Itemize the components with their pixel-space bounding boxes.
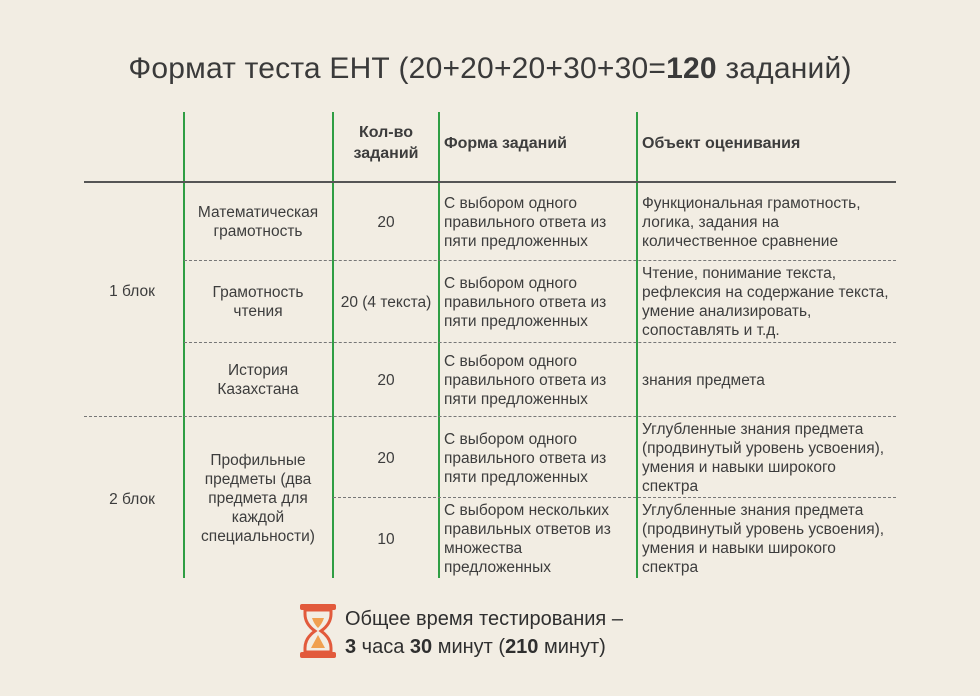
header-count: Кол-во заданий: [353, 124, 419, 162]
row-separator: [184, 342, 896, 343]
page-title: Формат теста ЕНТ (20+20+20+30+30=120 заданий): [128, 52, 852, 85]
subject-reading: Грамотность чтения: [212, 284, 304, 320]
form-profile-a: С выбором одного правильного ответа из пяти предложенных: [444, 430, 607, 486]
header-form: Форма заданий: [444, 134, 567, 152]
object-history: знания предмета: [642, 371, 765, 389]
object-profile-b: Углубленные знания предмета (продвинутый уровень усвоения), умения и навыки широкого спектра: [642, 502, 885, 576]
object-math: Функциональная грамотность, логика, задания на количественное сравнение: [642, 194, 861, 250]
count-profile-a: 20: [377, 449, 395, 467]
count-math: 20: [377, 213, 395, 231]
hourglass-icon: [298, 602, 338, 660]
testing-time: [345, 605, 623, 661]
form-profile-b: С выбором нескольких правильных ответов из множества предложенных: [444, 502, 611, 576]
subject-profile: Профильные предметы (два предмета для каждой специальности): [201, 451, 315, 545]
subject-history: История Казахстана: [217, 362, 299, 398]
count-profile-b: 10: [377, 530, 395, 548]
block-separator: [84, 416, 896, 417]
object-profile-a: Углубленные знания предмета (продвинутый уровень усвоения), умения и навыки широкого спектра: [642, 421, 885, 495]
form-reading: С выбором одного правильного ответа из пяти предложенных: [444, 274, 607, 330]
header-object: Объект оценивания: [642, 134, 801, 152]
block-1-label: 1 блок: [109, 282, 155, 300]
row-separator: [333, 497, 896, 498]
count-history: 20: [377, 371, 395, 389]
block-2-label: 2 блок: [109, 490, 155, 508]
testing-time-value: 3 часа 30 минут (210 минут): [345, 636, 606, 658]
form-history: С выбором одного правильного ответа из пяти предложенных: [444, 352, 607, 408]
form-math: С выбором одного правильного ответа из пяти предложенных: [444, 194, 607, 250]
row-separator: [184, 260, 896, 261]
header-separator: [84, 181, 896, 183]
object-reading: Чтение, понимание текста, рефлексия на содержание текста, умение анализировать, сопоставлять и т.д.: [642, 265, 889, 339]
count-reading: 20 (4 текста): [340, 293, 432, 311]
subject-math: Математическая грамотность: [197, 204, 319, 240]
testing-time-label: Общее время тестирования –: [345, 608, 623, 630]
